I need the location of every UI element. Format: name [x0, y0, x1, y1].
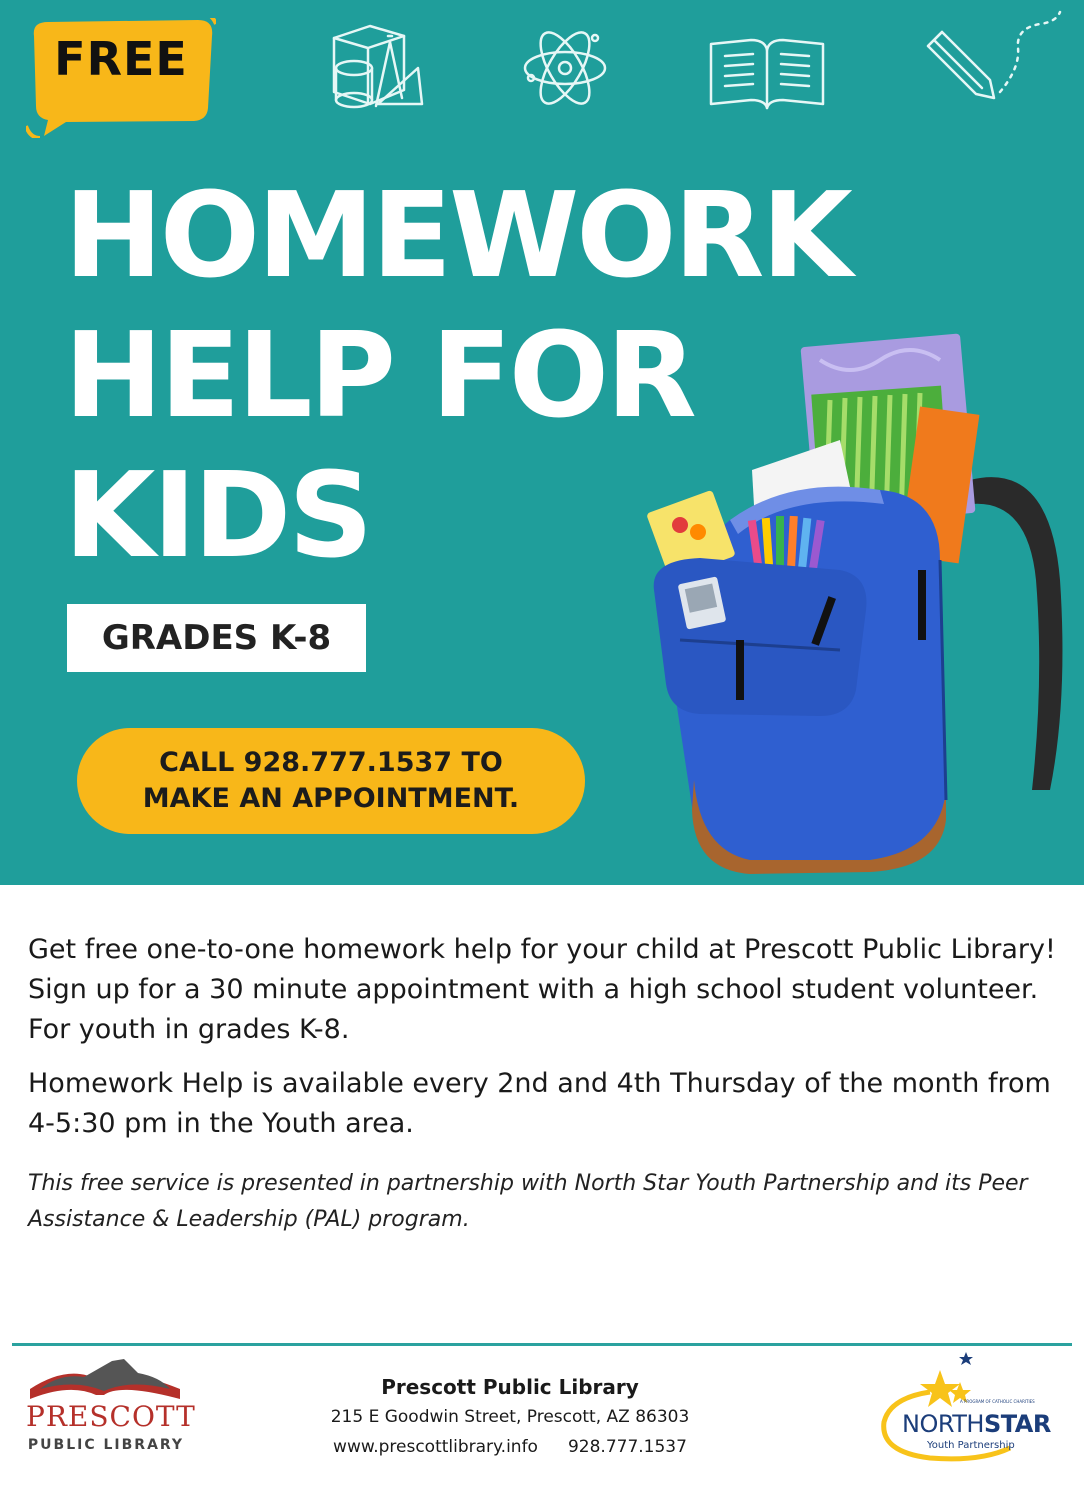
description-paragraph-1: Get free one-to-one homework help for your child at Prescott Public Library! Sign up for a 30 minute appointment with a high school student volunteer. For youth in grades K-8. — [28, 934, 1056, 1045]
call-to-action — [77, 728, 585, 834]
open-book-icon — [711, 40, 823, 108]
headline-line-3: KIDS — [64, 446, 371, 584]
description — [28, 930, 1058, 1238]
footer-library-name: Prescott Public Library — [381, 1375, 639, 1399]
footer-contact — [290, 1372, 730, 1462]
atom-icon — [525, 25, 605, 110]
prescott-logo-text: PRESCOTT — [26, 1400, 196, 1433]
backpack-illustration — [640, 320, 1080, 880]
footer-address: 215 E Goodwin Street, Prescott, AZ 86303 — [330, 1407, 690, 1427]
footer-website[interactable]: www.prescottlibrary.info — [333, 1437, 538, 1457]
grades-box — [67, 604, 366, 672]
northstar-subtitle: Youth Partnership — [927, 1440, 1015, 1451]
call-line-2: MAKE AN APPOINTMENT. — [142, 783, 520, 814]
headline-line-1: HOMEWORK — [64, 166, 850, 304]
call-text — [77, 745, 585, 817]
prescott-logo-subtext: PUBLIC LIBRARY — [27, 1437, 185, 1453]
partnership-note: This free service is presented in partnership with North Star Youth Partnership and its Peer Assistance & Leadership (PAL) program. — [28, 1171, 1028, 1232]
grades-label: GRADES K-8 — [101, 618, 332, 658]
footer-web-phone — [290, 1432, 730, 1462]
free-label: FREE — [54, 32, 188, 86]
footer-phone: 928.777.1537 — [567, 1437, 687, 1457]
northstar-tagline: A PROGRAM OF CATHOLIC CHARITIES — [960, 1399, 1035, 1404]
northstar-north: NORTH — [902, 1410, 984, 1438]
northstar-wordmark — [902, 1410, 1051, 1438]
headline-line-2: HELP FOR — [64, 306, 694, 444]
footer-divider — [12, 1343, 1072, 1346]
pencil-icon — [928, 12, 1060, 98]
description-paragraph-2: Homework Help is available every 2nd and 4th Thursday of the month from 4-5:30 pm in the Youth area. — [28, 1068, 1051, 1139]
subject-icons-row — [320, 8, 1080, 118]
call-line-1: CALL 928.777.1537 TO — [159, 747, 503, 778]
northstar-star: STAR — [983, 1410, 1051, 1438]
geometry-tools-icon — [334, 26, 422, 107]
